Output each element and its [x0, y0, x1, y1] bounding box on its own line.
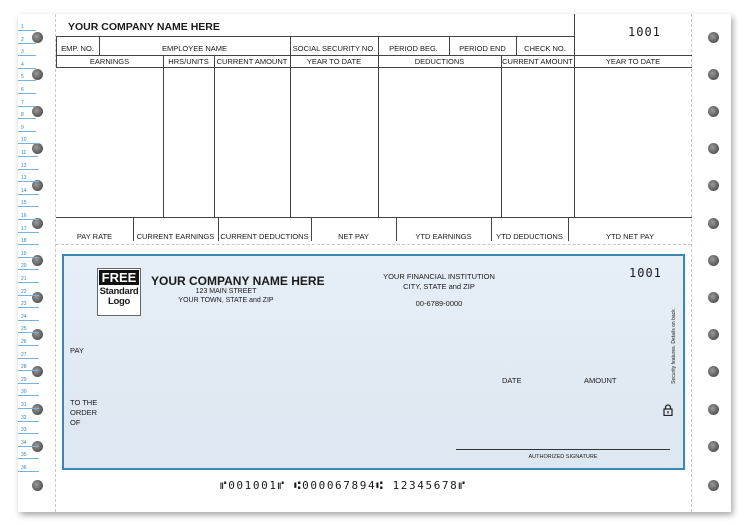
grid-line	[56, 36, 574, 37]
column-deduction-year-to-date: YEAR TO DATE	[605, 57, 661, 66]
line-number: 10	[21, 137, 27, 144]
tractor-hole	[708, 32, 719, 43]
grid-line	[56, 217, 692, 218]
tractor-hole	[708, 106, 719, 117]
line-number: 20	[21, 263, 27, 270]
stub-company-name: YOUR COMPANY NAME HERE	[68, 21, 220, 33]
bank-info	[369, 272, 509, 309]
tractor-hole	[708, 292, 719, 303]
date-label: DATE	[502, 376, 522, 385]
micr-line: ⑈001001⑈ ⑆000067894⑆ 12345678⑈	[220, 479, 467, 492]
tractor-hole	[708, 218, 719, 229]
padlock-icon	[663, 404, 673, 416]
grid-line	[163, 55, 164, 217]
line-number: 28	[21, 364, 27, 371]
line-number: 12	[21, 162, 27, 169]
line-number: 3	[21, 49, 24, 56]
footer-ytd-earnings: YTD EARNINGS	[415, 232, 472, 241]
line-number: 33	[21, 427, 27, 434]
tractor-hole	[32, 329, 43, 340]
tractor-hole	[708, 69, 719, 80]
grid-line	[574, 14, 575, 217]
footer-current-earnings: CURRENT EARNINGS	[136, 232, 215, 241]
tractor-hole	[708, 441, 719, 452]
line-number: 16	[21, 213, 27, 219]
continuous-check-form	[18, 14, 731, 512]
tractor-hole	[708, 404, 719, 415]
security-features-text: Security features. Details on back.	[671, 308, 677, 384]
line-number: 25	[21, 326, 27, 333]
grid-line	[56, 55, 692, 56]
form-body	[56, 14, 691, 512]
footer-ytd-deductions: YTD DEDUCTIONS	[496, 232, 563, 241]
column-deduction-current-amount: CURRENT AMOUNT	[502, 57, 573, 66]
tractor-hole	[708, 255, 719, 266]
line-number: 35	[21, 452, 27, 459]
header-check-no: CHECK NO.	[524, 44, 566, 53]
header-employee-name: EMPLOYEE NAME	[161, 44, 228, 53]
check-face	[62, 254, 685, 470]
line-number: 26	[21, 339, 27, 345]
order-label: ORDER	[70, 408, 98, 417]
line-number: 13	[21, 175, 27, 182]
check-number: 1001	[629, 266, 662, 280]
of-label: OF	[70, 418, 81, 427]
company-street: 123 MAIN STREET	[195, 288, 257, 295]
grid-line	[501, 55, 502, 217]
footer-current-deductions: CURRENT DEDUCTIONS	[220, 232, 309, 241]
tractor-hole	[32, 32, 43, 43]
line-number: 14	[21, 187, 27, 194]
line-number: 36	[21, 465, 27, 471]
line-number: 5	[21, 74, 24, 81]
pay-label: PAY	[70, 346, 84, 355]
line-number: 4	[21, 61, 24, 68]
bank-city: CITY, STATE and ZIP	[403, 282, 475, 291]
line-number: 22	[21, 288, 27, 295]
check-company-name: YOUR COMPANY NAME HERE	[151, 274, 325, 288]
footer-pay-rate: PAY RATE	[76, 232, 113, 241]
header-period-beg: PERIOD BEG.	[389, 44, 438, 53]
footer-net-pay: NET PAY	[338, 232, 369, 241]
header-emp-no: EMP. NO.	[61, 44, 94, 53]
line-number: 1	[21, 24, 24, 30]
tractor-hole	[32, 69, 43, 80]
line-number: 2	[21, 36, 24, 43]
company-city: YOUR TOWN, STATE and ZIP	[178, 297, 274, 304]
grid-line	[214, 55, 215, 217]
logo-standard-text: Standard	[99, 286, 139, 297]
column-earnings: EARNINGS	[89, 57, 130, 66]
line-number: 6	[21, 87, 24, 93]
line-number: 24	[21, 313, 27, 320]
column-current-amount: CURRENT AMOUNT	[216, 57, 288, 66]
tractor-hole	[32, 143, 43, 154]
logo-logo-text: Logo	[107, 296, 130, 307]
logo-free-label: FREE	[99, 270, 139, 285]
line-number: 31	[21, 402, 27, 408]
grid-line	[378, 55, 379, 217]
company-logo	[97, 268, 141, 316]
bank-name: YOUR FINANCIAL INSTITUTION	[383, 272, 495, 281]
tractor-hole	[708, 143, 719, 154]
line-number: 9	[21, 124, 24, 131]
tractor-hole	[32, 480, 43, 491]
line-number: 23	[21, 301, 27, 308]
line-number: 30	[21, 389, 27, 396]
column-year-to-date: YEAR TO DATE	[306, 57, 362, 66]
perforation-line	[56, 244, 691, 245]
tractor-hole	[708, 480, 719, 491]
grid-line	[56, 67, 692, 68]
stub-check-number: 1001	[628, 25, 661, 39]
routing-fraction: 00-6789-0000	[415, 299, 463, 308]
right-tractor-strip	[691, 14, 731, 512]
header-ssn: SOCIAL SECURITY NO.	[292, 44, 376, 53]
line-number: 29	[21, 376, 27, 383]
signature-line	[456, 449, 670, 450]
line-number: 15	[21, 200, 27, 207]
grid-line	[290, 55, 291, 217]
tractor-hole	[708, 180, 719, 191]
tractor-hole	[32, 106, 43, 117]
line-number: 17	[21, 225, 27, 232]
header-period-end: PERIOD END	[459, 44, 506, 53]
line-number: 34	[21, 439, 27, 446]
line-number: 27	[21, 351, 27, 358]
line-number: 19	[21, 250, 27, 257]
left-tractor-strip	[18, 14, 56, 512]
tractor-hole	[32, 404, 43, 415]
line-number: 11	[21, 150, 27, 156]
line-number: 32	[21, 414, 27, 421]
tractor-hole	[708, 366, 719, 377]
to-the-label: TO THE	[70, 398, 98, 407]
line-number: 21	[21, 276, 27, 282]
amount-label: AMOUNT	[584, 376, 617, 385]
column-hrs-units: HRS/UNITS	[168, 57, 209, 66]
footer-ytd-net-pay: YTD NET PAY	[606, 232, 654, 241]
line-number: 7	[21, 99, 24, 106]
line-number: 18	[21, 238, 27, 245]
tractor-hole	[708, 329, 719, 340]
authorized-signature-label: AUTHORIZED SIGNATURE	[528, 454, 598, 460]
line-number: 8	[21, 112, 24, 119]
column-deductions: DEDUCTIONS	[414, 57, 465, 66]
tractor-hole	[32, 366, 43, 377]
